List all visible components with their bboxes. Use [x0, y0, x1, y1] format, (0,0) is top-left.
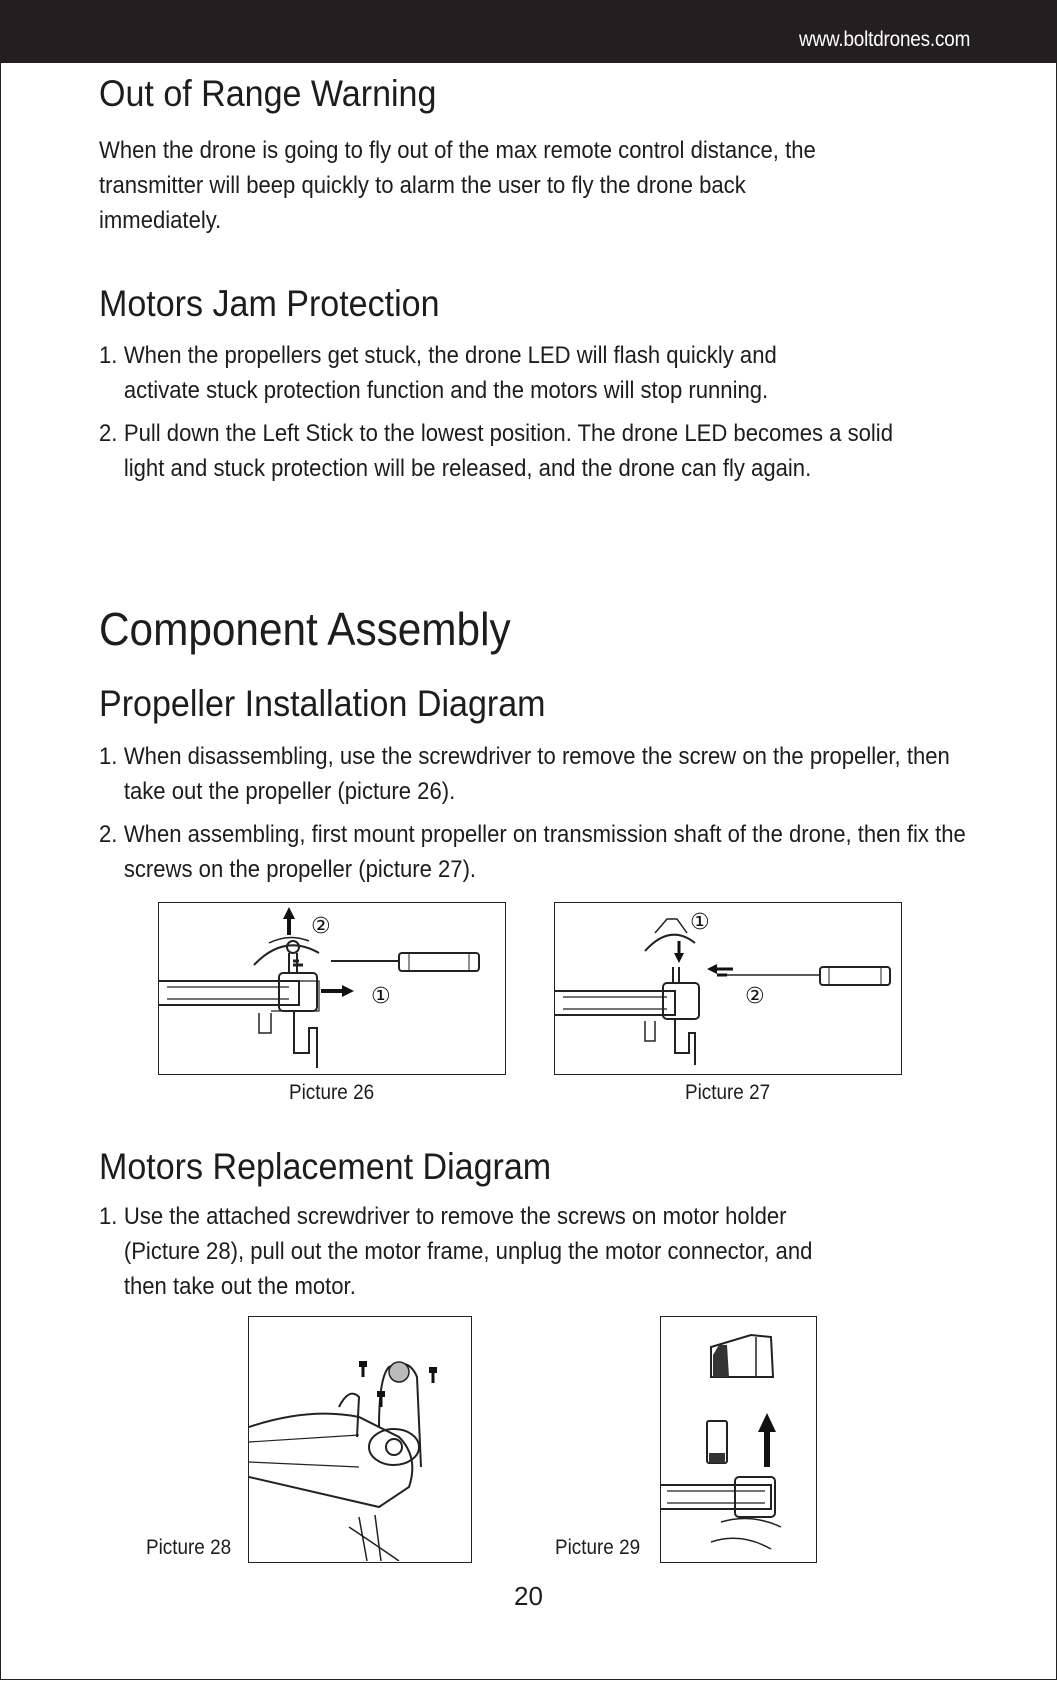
- step-marker: ②: [745, 984, 765, 1009]
- step-marker: ①: [690, 910, 710, 935]
- picture-28-figure: [248, 1316, 472, 1563]
- propeller-title: Propeller Installation Diagram: [99, 683, 546, 724]
- picture-27-figure: [554, 902, 902, 1075]
- list-item: [99, 1199, 860, 1304]
- list-item: [99, 817, 998, 887]
- motor-holder-screws-illustration: [249, 1317, 470, 1561]
- list-item: [99, 739, 952, 809]
- list-item-text: Pull down the Left Stick to the lowest position. The drone LED becomes a solid light and stuck protection will be released, and the drone can fly again.: [123, 420, 893, 482]
- motors-replacement-list: [99, 1199, 999, 1312]
- component-assembly-title: Component Assembly: [99, 603, 511, 655]
- list-item-text: When the propellers get stuck, the drone LED will flash quickly and activate stuck protection function and the motors will stop running.: [123, 342, 777, 404]
- website-url: www.boltdrones.com: [798, 28, 970, 51]
- list-item-number: 1.: [99, 1203, 118, 1230]
- list-item-number: 1.: [99, 342, 118, 369]
- motors-jam-title: Motors Jam Protection: [99, 283, 440, 324]
- out-of-range-body: When the drone is going to fly out of the max remote control distance, the transmitter will beep quickly to alarm the user to fly the drone back immediately.: [99, 137, 816, 234]
- list-item-number: 2.: [99, 420, 118, 447]
- out-of-range-title: Out of Range Warning: [99, 73, 437, 114]
- list-item-number: 1.: [99, 743, 118, 770]
- list-item-text: When assembling, first mount propeller on transmission shaft of the drone, then fix the screws on the propeller (picture 27).: [123, 821, 966, 883]
- picture-29-figure: [660, 1316, 817, 1563]
- picture-26-caption: Picture 26: [289, 1081, 375, 1104]
- motor-removal-illustration: [661, 1317, 815, 1561]
- propeller-list: [99, 739, 999, 895]
- list-item-text: When disassembling, use the screwdriver to remove the screw on the propeller, then take out the propeller (picture 26).: [123, 743, 950, 805]
- picture-29-caption: Picture 29: [555, 1536, 641, 1559]
- list-item-number: 2.: [99, 821, 118, 848]
- motors-replacement-title: Motors Replacement Diagram: [99, 1146, 552, 1187]
- picture-26-figure: [158, 902, 506, 1075]
- step-marker: ①: [371, 984, 391, 1009]
- motors-jam-list: [99, 338, 999, 494]
- list-item-text: Use the attached screwdriver to remove the screws on motor holder (Picture 28), pull out the motor frame, unplug the motor connector, and then take out the motor.: [123, 1203, 813, 1300]
- header-bar: [1, 1, 1056, 63]
- propeller-removal-illustration: [159, 903, 504, 1073]
- step-marker: ②: [311, 914, 331, 939]
- picture-27-caption: Picture 27: [685, 1081, 771, 1104]
- propeller-installation-illustration: [555, 903, 900, 1073]
- list-item: [99, 338, 786, 408]
- picture-28-caption: Picture 28: [146, 1536, 232, 1559]
- list-item: [99, 416, 915, 486]
- page-number: 20: [514, 1581, 543, 1611]
